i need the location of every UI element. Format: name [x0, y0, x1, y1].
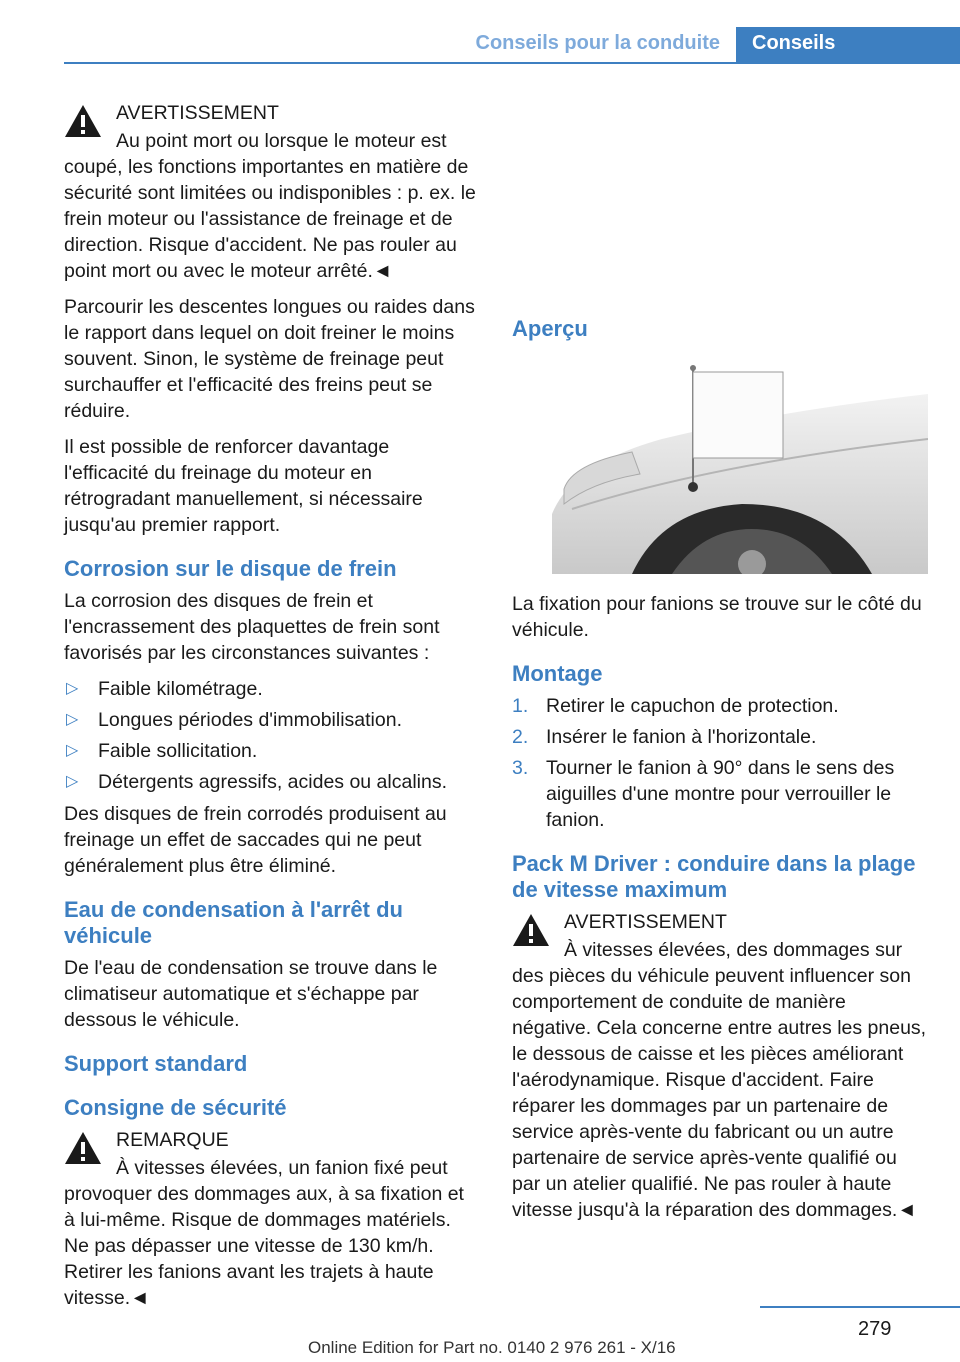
warning-title: AVERTISSEMENT — [116, 102, 279, 124]
paragraph: Des disques de frein corrodés produisent au freinage un effet de saccades qui ne peut généralement plus être éliminé. — [64, 803, 447, 877]
paragraph: Il est possible de renforcer davantage l'efficacité du freinage du moteur en rétrogradant manuellement, si nécessaire jusqu'au premier rapport. — [64, 436, 423, 536]
bullet-list — [64, 676, 478, 795]
paragraph: Parcourir les descentes longues ou raides dans le rapport dans lequel on doit freiner le moins souvent. Sinon, le système de freinage peut surchauffer et l'efficacité des freins peut se réduire. — [64, 296, 475, 422]
heading-apercu: Aperçu — [512, 316, 588, 341]
edition-footer: Online Edition for Part no. 0140 2 976 261 - X/16 — [308, 1338, 676, 1357]
chapter-tab: Conseils — [736, 27, 960, 62]
list-item: ▷ Faible kilométrage. — [66, 678, 263, 700]
list-item: ▷ Détergents agressifs, acides ou alcalins. — [66, 771, 448, 793]
page-number: 279 — [858, 1318, 892, 1340]
flag-holder-car-image — [512, 364, 928, 574]
bullet-triangle-icon: ▷ — [66, 742, 79, 759]
warning-triangle-icon — [64, 104, 102, 138]
warning-triangle-icon — [64, 1131, 102, 1165]
warning-triangle-icon — [512, 913, 550, 947]
heading-consigne: Consigne de sécurité — [64, 1095, 287, 1120]
heading-m-driver: Pack M Driver : conduire dans la plage de vitesse maximum — [512, 851, 916, 902]
list-item: ▷ Faible sollicitation. — [66, 740, 258, 762]
note-title: REMARQUE — [116, 1129, 229, 1151]
left-column — [64, 100, 478, 1321]
figure-caption: La fixation pour fanions se trouve sur le côté du véhicule. — [512, 593, 922, 641]
warning-box — [512, 909, 928, 1223]
note-body: À vitesses élevées, un fanion fixé peut provoquer des dommages aux, à sa fixation et à lui-même. Risque de dommages matériels. Ne pas dépasser une vitesse de 130 km/h. Retirer les fanions avant les trajets à haute vitesse.◄ — [64, 1157, 464, 1309]
right-column — [512, 316, 928, 1233]
bullet-triangle-icon: ▷ — [66, 711, 79, 728]
heading-condensation: Eau de condensation à l'arrêt du véhicule — [64, 897, 403, 948]
heading-montage: Montage — [512, 661, 603, 686]
list-item: ▷ Longues périodes d'immobilisation. — [66, 709, 402, 731]
page-header — [64, 27, 960, 64]
section-title: Conseils pour la conduite — [475, 32, 720, 54]
steps-list — [512, 693, 928, 833]
warning-body: À vitesses élevées, des dommages sur des pièces du véhicule peuvent influencer son comportement de conduite de manière négative. Cela concerne entre autres les pneus, le dessous de caisse et les pièces améliorant l'aérodynamique. Risque d'accident. Faire réparer les dommages par un partenaire de service après-vente du fabricant ou un autre partenaire de service après-vente qualifié ou par un atelier qualifié. Ne pas rouler à haute vitesse jusqu'à la réparation des dommages.◄ — [512, 939, 927, 1221]
list-item: 1. Retirer le capuchon de protection. — [512, 695, 839, 717]
list-item: 3. Tourner le fanion à 90° dans le sens des aiguilles d'une montre pour verrouiller le fanion. — [512, 757, 895, 831]
paragraph: La corrosion des disques de frein et l'encrassement des plaquettes de frein sont favorisés par les circonstances suivantes : — [64, 590, 440, 664]
paragraph: De l'eau de condensation se trouve dans le climatiseur automatique et s'échappe par dessous le véhicule. — [64, 957, 438, 1031]
list-item: 2. Insérer le fanion à l'horizontale. — [512, 726, 817, 748]
bullet-triangle-icon: ▷ — [66, 773, 79, 790]
bullet-triangle-icon: ▷ — [66, 680, 79, 697]
note-box — [64, 1127, 478, 1311]
footer-rule — [760, 1306, 960, 1308]
warning-body: Au point mort ou lorsque le moteur est coupé, les fonctions importantes en matière de sécurité sont limitées ou indisponibles : p. ex. le frein moteur ou l'assistance de freinage et de direction. Risque d'accident. Ne pas rouler au point mort ou avec le moteur arrêté.◄ — [64, 130, 476, 282]
warning-title: AVERTISSEMENT — [564, 911, 727, 933]
heading-support: Support standard — [64, 1051, 248, 1076]
heading-corrosion: Corrosion sur le disque de frein — [64, 556, 397, 581]
warning-box — [64, 100, 478, 284]
